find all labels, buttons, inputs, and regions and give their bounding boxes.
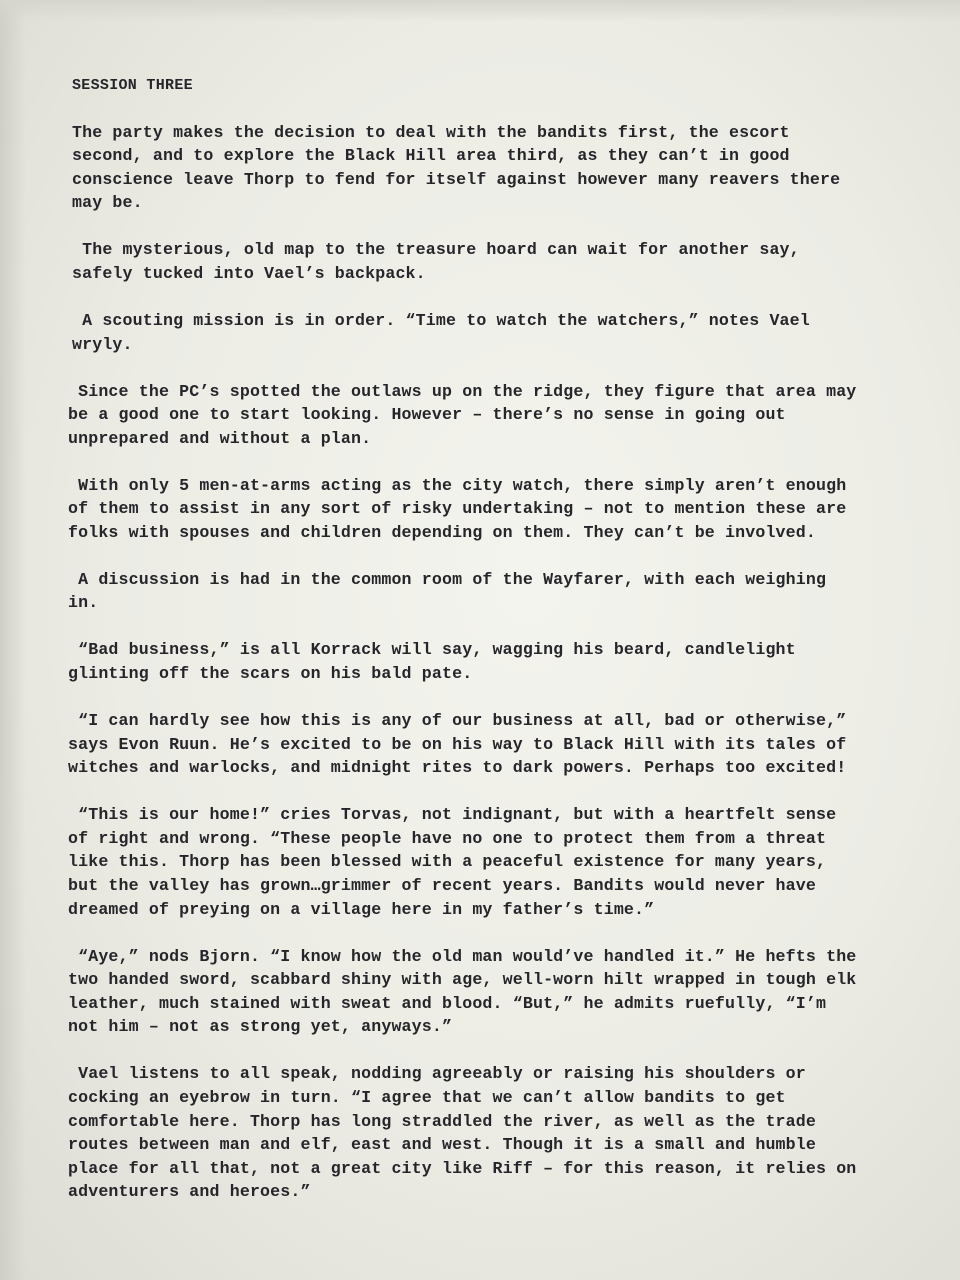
text-line: but the valley has grown…grimmer of recent years. Bandits would never have (68, 875, 816, 895)
text-line: The mysterious, old map to the treasure hoard can wait for another say, (72, 240, 800, 260)
text-line: witches and warlocks, and midnight rites to dark powers. Perhaps too excited! (68, 758, 847, 778)
text-line: says Evon Ruun. He’s excited to be on his way to Black Hill with its tales of (68, 734, 847, 754)
text-line: folks with spouses and children depending on them. They can’t be involved. (68, 522, 816, 542)
text-line: like this. Thorp has been blessed with a peaceful existence for many years, (68, 852, 827, 872)
paragraph (68, 638, 924, 685)
text-line: not him – not as strong yet, anyways.” (68, 1017, 453, 1037)
text-line: be a good one to start looking. However – there’s no sense in going out (68, 405, 786, 425)
text-line: may be. (72, 193, 143, 213)
text-line: cocking an eyebrow in turn. “I agree that we can’t allow bandits to get (68, 1087, 786, 1107)
text-line: A discussion is had in the common room of the Wayfarer, with each weighing (68, 569, 827, 589)
page-edge-shadow (0, 0, 26, 1280)
text-line: routes between man and elf, east and west. Though it is a small and humble (68, 1135, 816, 1155)
text-line: adventurers and heroes.” (68, 1182, 311, 1202)
text-line: place for all that, not a great city like Riff – for this reason, it relies on (68, 1158, 857, 1178)
text-line: of them to assist in any sort of risky undertaking – not to mention these are (68, 499, 847, 519)
text-line: A scouting mission is in order. “Time to watch the watchers,” notes Vael (72, 310, 810, 330)
paragraph (68, 380, 924, 451)
paragraph (68, 238, 924, 285)
paragraph (68, 945, 924, 1039)
paragraph (68, 121, 924, 215)
text-line: Vael listens to all speak, nodding agreeably or raising his shoulders or (68, 1064, 806, 1084)
text-line: leather, much stained with sweat and blood. “But,” he admits ruefully, “I’m (68, 993, 827, 1013)
text-line: With only 5 men-at-arms acting as the city watch, there simply aren’t enough (68, 475, 847, 495)
text-line: glinting off the scars on his bald pate. (68, 664, 473, 684)
text-line: two handed sword, scabbard shiny with age, well-worn hilt wrapped in tough elk (68, 970, 857, 990)
paragraph (68, 568, 924, 615)
text-line: in. (68, 593, 99, 613)
text-line: unprepared and without a plan. (68, 428, 372, 448)
paragraph (68, 709, 924, 780)
section-title: SESSION THREE (72, 77, 193, 94)
paragraph (68, 309, 924, 356)
text-line: The party makes the decision to deal with the bandits first, the escort (72, 122, 790, 142)
paragraph (68, 1062, 924, 1204)
text-line: of right and wrong. “These people have no one to protect them from a threat (68, 828, 827, 848)
text-line: “Bad business,” is all Korrack will say, wagging his beard, candlelight (68, 640, 796, 660)
text-line: comfortable here. Thorp has long straddled the river, as well as the trade (68, 1111, 816, 1131)
text-line: “I can hardly see how this is any of our business at all, bad or otherwise,” (68, 711, 847, 731)
paragraph-list (68, 121, 924, 1204)
text-line: second, and to explore the Black Hill area third, as they can’t in good (72, 146, 790, 166)
paragraph (68, 474, 924, 545)
text-line: wryly. (72, 334, 133, 354)
page-top-shadow (0, 0, 960, 22)
text-line: conscience leave Thorp to fend for itself against however many reavers there (72, 169, 841, 189)
text-line: “This is our home!” cries Torvas, not indignant, but with a heartfelt sense (68, 805, 837, 825)
document-body (68, 74, 924, 1227)
text-line: Since the PC’s spotted the outlaws up on the ridge, they figure that area may (68, 381, 857, 401)
text-line: safely tucked into Vael’s backpack. (72, 263, 426, 283)
paragraph (68, 803, 924, 921)
text-line: dreamed of preying on a village here in my father’s time.” (68, 899, 655, 919)
text-line: “Aye,” nods Bjorn. “I know how the old man would’ve handled it.” He hefts the (68, 946, 857, 966)
